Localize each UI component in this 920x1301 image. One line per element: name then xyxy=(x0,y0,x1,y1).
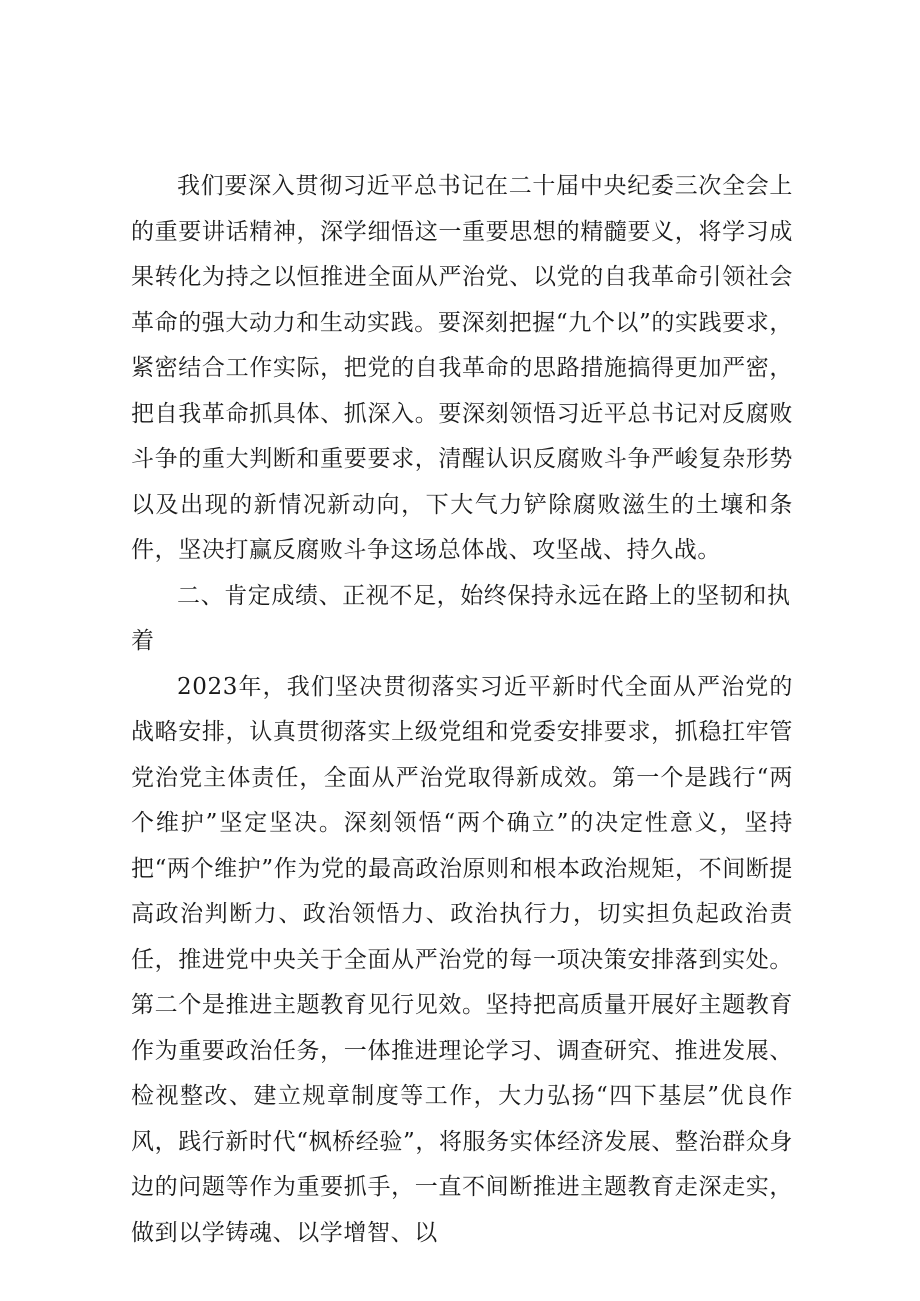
body-paragraph-2: 2023年，我们坚决贯彻落实习近平新时代全面从严治党的战略安排，认真贯彻落实上级党组和党委安排要求，抓稳扛牢管党治党主体责任，全面从严治党取得新成效。第一个是践行“两个维护”坚定坚决。深刻领悟“两个确立”的决定性意义，坚持把“两个维护”作为党的最高政治原则和根本政治规矩，不间断提高政治判断力、政治领悟力、政治执行力，切实担负起政治责任，推进党中央关于全面从严治党的每一项决策安排落到实处。第二个是推进主题教育见行见效。坚持把高质量开展好主题教育作为重要政治任务，一体推进理论学习、调查研究、推进发展、检视整改、建立规章制度等工作，大力弘扬“四下基层”优良作风，践行新时代“枫桥经验”，将服务实体经济发展、整治群众身边的问题等作为重要抓手，一直不间断推进主题教育走深走实，做到以学铸魂、以学增智、以 xyxy=(131,673,793,1246)
body-paragraph-1: 我们要深入贯彻习近平总书记在二十届中央纪委三次全会上的重要讲话精神，深学细悟这一重要思想的精髓要义，将学习成果转化为持之以恒推进全面从严治党、以党的自我革命引领社会革命的强大动力和生动实践。要深刻把握“九个以”的实践要求，紧密结合工作实际，把党的自我革命的思路措施搞得更加严密，把自我革命抓具体、抓深入。要深刻领悟习近平总书记对反腐败斗争的重大判断和重要要求，清醒认识反腐败斗争严峻复杂形势以及出现的新情况新动向，下大气力铲除腐败滋生的土壤和条件，坚决打赢反腐败斗争这场总体战、攻坚战、持久战。 xyxy=(131,173,793,563)
section-heading-2: 二、肯定成绩、正视不足，始终保持永远在路上的坚韧和执着 xyxy=(131,582,791,654)
document-body xyxy=(131,164,793,1256)
